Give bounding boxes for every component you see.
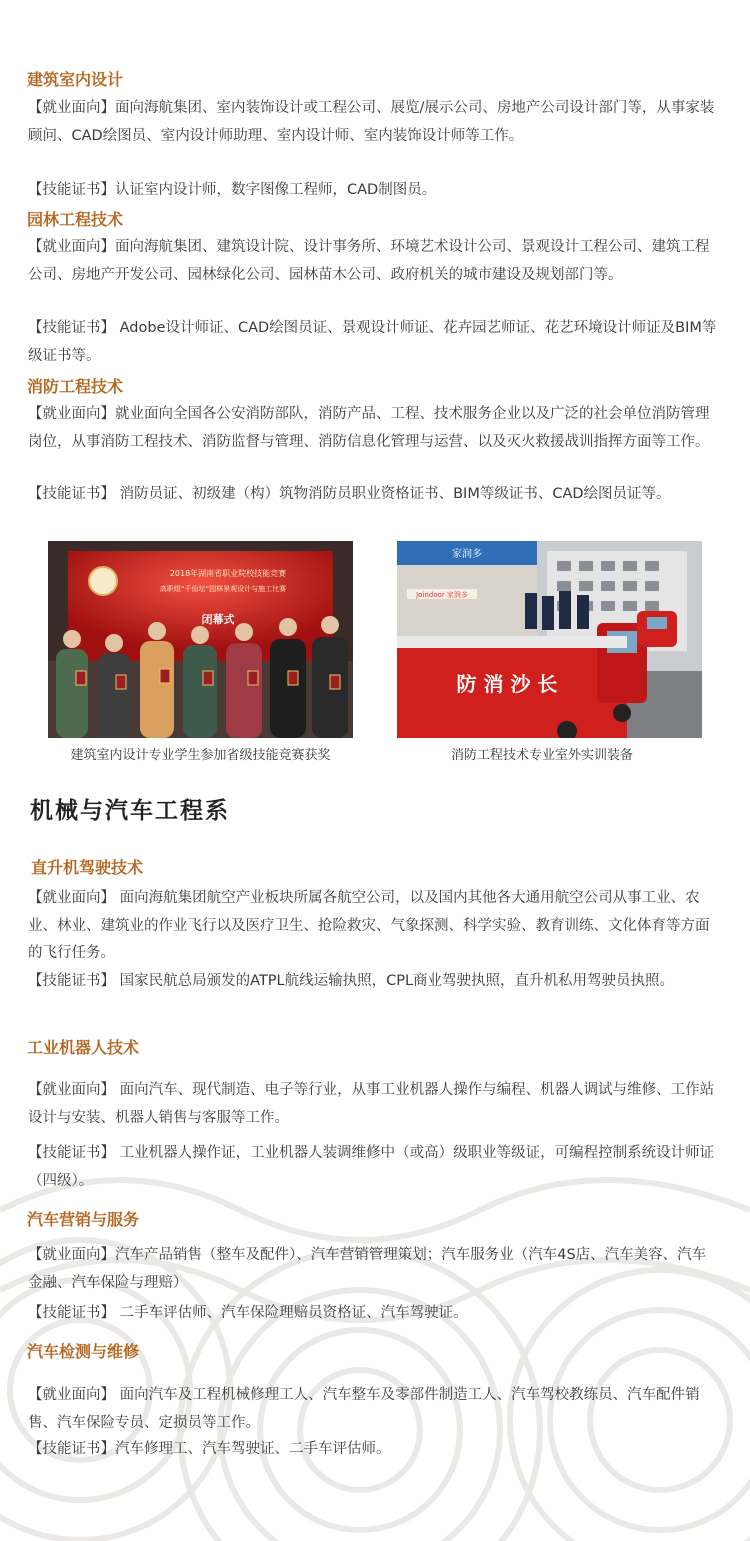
cert-label: 【技能证书】 (28, 1441, 115, 1457)
section-title-helicopter: 直升机驾驶技术 (31, 858, 144, 877)
section-employment-auto-marketing (28, 1242, 720, 1297)
section-employment-helicopter (28, 885, 720, 968)
employment-label: 【就业面向】 (28, 1387, 115, 1403)
cert-label: 【技能证书】 (28, 1305, 115, 1321)
employment-text: 面向海航集团航空产业板块所属各航空公司，以及国内其他各大通用航空公司从事工业、农业、林业、建筑业的作业飞行以及医疗卫生、抢险救灾、气象探测、科学实验、教育训练、文化体育等方面的飞行任务。 (28, 890, 710, 961)
section-title-auto-marketing: 汽车营销与服务 (27, 1210, 140, 1229)
section-employment-auto-repair (28, 1382, 720, 1437)
section-title-auto-repair: 汽车检测与维修 (27, 1342, 140, 1361)
section-title-industrial-robot: 工业机器人技术 (27, 1038, 140, 1057)
section-title-fire-engineering: 消防工程技术 (27, 377, 124, 396)
section-employment-industrial-robot (28, 1077, 720, 1132)
section-cert-auto-repair (28, 1436, 720, 1464)
department-title: 机械与汽车工程系 (30, 798, 230, 824)
photo-award-ceremony (48, 541, 353, 738)
banner-line-1: 2018年湖南省职业院校技能竞赛 (169, 569, 287, 578)
cert-label: 【技能证书】 (28, 973, 115, 989)
cert-label: 【技能证书】 (28, 1145, 115, 1161)
section-cert-helicopter (28, 968, 720, 996)
section-cert-industrial-robot (28, 1140, 720, 1195)
employment-label: 【就业面向】 (28, 100, 115, 116)
cert-text: 二手车评估师、汽车保险理赔员资格证、汽车驾驶证。 (115, 1305, 468, 1321)
section-cert-fire-engineering (28, 481, 720, 509)
employment-text: 面向海航集团、室内装饰设计或工程公司、展览/展示公司、房地产公司设计部门等，从事家装顾问、CAD绘图员、室内设计师助理、室内设计师、室内装饰设计师等工作。 (28, 100, 715, 144)
employment-label: 【就业面向】 (28, 239, 115, 255)
store-sign: 家润多 (452, 549, 482, 560)
store-sign-2: Joindoor 家润多 (416, 591, 468, 599)
cert-text: 消防员证、初级建（构）筑物消防员职业资格证书、BIM等级证书、CAD绘图员证等。 (115, 486, 671, 502)
cert-text: 国家民航总局颁发的ATPL航线运输执照，CPL商业驾驶执照，直升机私用驾驶员执照。 (115, 973, 675, 989)
section-title-landscape: 园林工程技术 (27, 210, 124, 229)
employment-text: 面向汽车、现代制造、电子等行业，从事工业机器人操作与编程、机器人调试与维修、工作站设计与安装、机器人销售与客服等工作。 (28, 1082, 715, 1126)
photo-caption-fire: 消防工程技术专业室外实训装备 (450, 748, 633, 763)
section-employment-landscape (28, 234, 720, 289)
banner-line-2: 高职组“千仙坛”园林景观设计与施工比赛 (159, 585, 287, 593)
employment-label: 【就业面向】 (28, 1082, 115, 1098)
cert-text: 工业机器人操作证，工业机器人装调维修中（或高）级职业等级证，可编程控制系统设计师证（四级）。 (28, 1145, 715, 1189)
cert-label: 【技能证书】 (28, 182, 115, 198)
employment-label: 【就业面向】 (28, 890, 115, 906)
section-cert-landscape (28, 315, 720, 370)
cert-text: Adobe设计师证、CAD绘图员证、景观设计师证、花卉园艺师证、花艺环境设计师证及BIM等级证书等。 (28, 320, 717, 364)
banner-line-3: 闭幕式 (201, 613, 235, 626)
employment-label: 【就业面向】 (28, 406, 115, 422)
employment-text: 就业面向全国各公安消防部队，消防产品、工程、技术服务企业以及广泛的社会单位消防管理岗位，从事消防工程技术、消防监督与管理、消防信息化管理与运营、以及灭火救援战训指挥方面等工作。 (28, 406, 710, 450)
section-employment-fire-engineering (28, 401, 720, 456)
photo-fire-training-equipment (397, 541, 702, 738)
cert-text: 认证室内设计师，数字图像工程师，CAD制图员。 (115, 182, 437, 198)
section-cert-auto-marketing (28, 1300, 720, 1328)
cert-text: 汽车修理工、汽车驾驶证、二手车评估师。 (115, 1441, 391, 1457)
employment-text: 面向海航集团、建筑设计院、设计事务所、环境艺术设计公司、景观设计工程公司、建筑工程公司、房地产开发公司、园林绿化公司、园林苗木公司、政府机关的城市建设及规划部门等。 (28, 239, 710, 283)
section-employment-interior-design (28, 95, 720, 150)
employment-text: 面向汽车及工程机械修理工人、汽车整车及零部件制造工人、汽车驾校教练员、汽车配件销售、汽车保险专员、定损员等工作。 (28, 1387, 700, 1431)
employment-text: 汽车产品销售（整车及配件）、汽车营销管理策划；汽车服务业（汽车4S店、汽车美容、汽车金融、汽车保险与理赔） (28, 1247, 707, 1291)
truck-lettering: 防 消 沙 长 (456, 672, 558, 696)
section-cert-interior-design (28, 177, 720, 205)
section-title-interior-design: 建筑室内设计 (27, 70, 124, 89)
photo-caption-award: 建筑室内设计专业学生参加省级技能竞赛获奖 (70, 748, 331, 763)
cert-label: 【技能证书】 (28, 486, 115, 502)
employment-label: 【就业面向】 (28, 1247, 115, 1263)
cert-label: 【技能证书】 (28, 320, 115, 336)
